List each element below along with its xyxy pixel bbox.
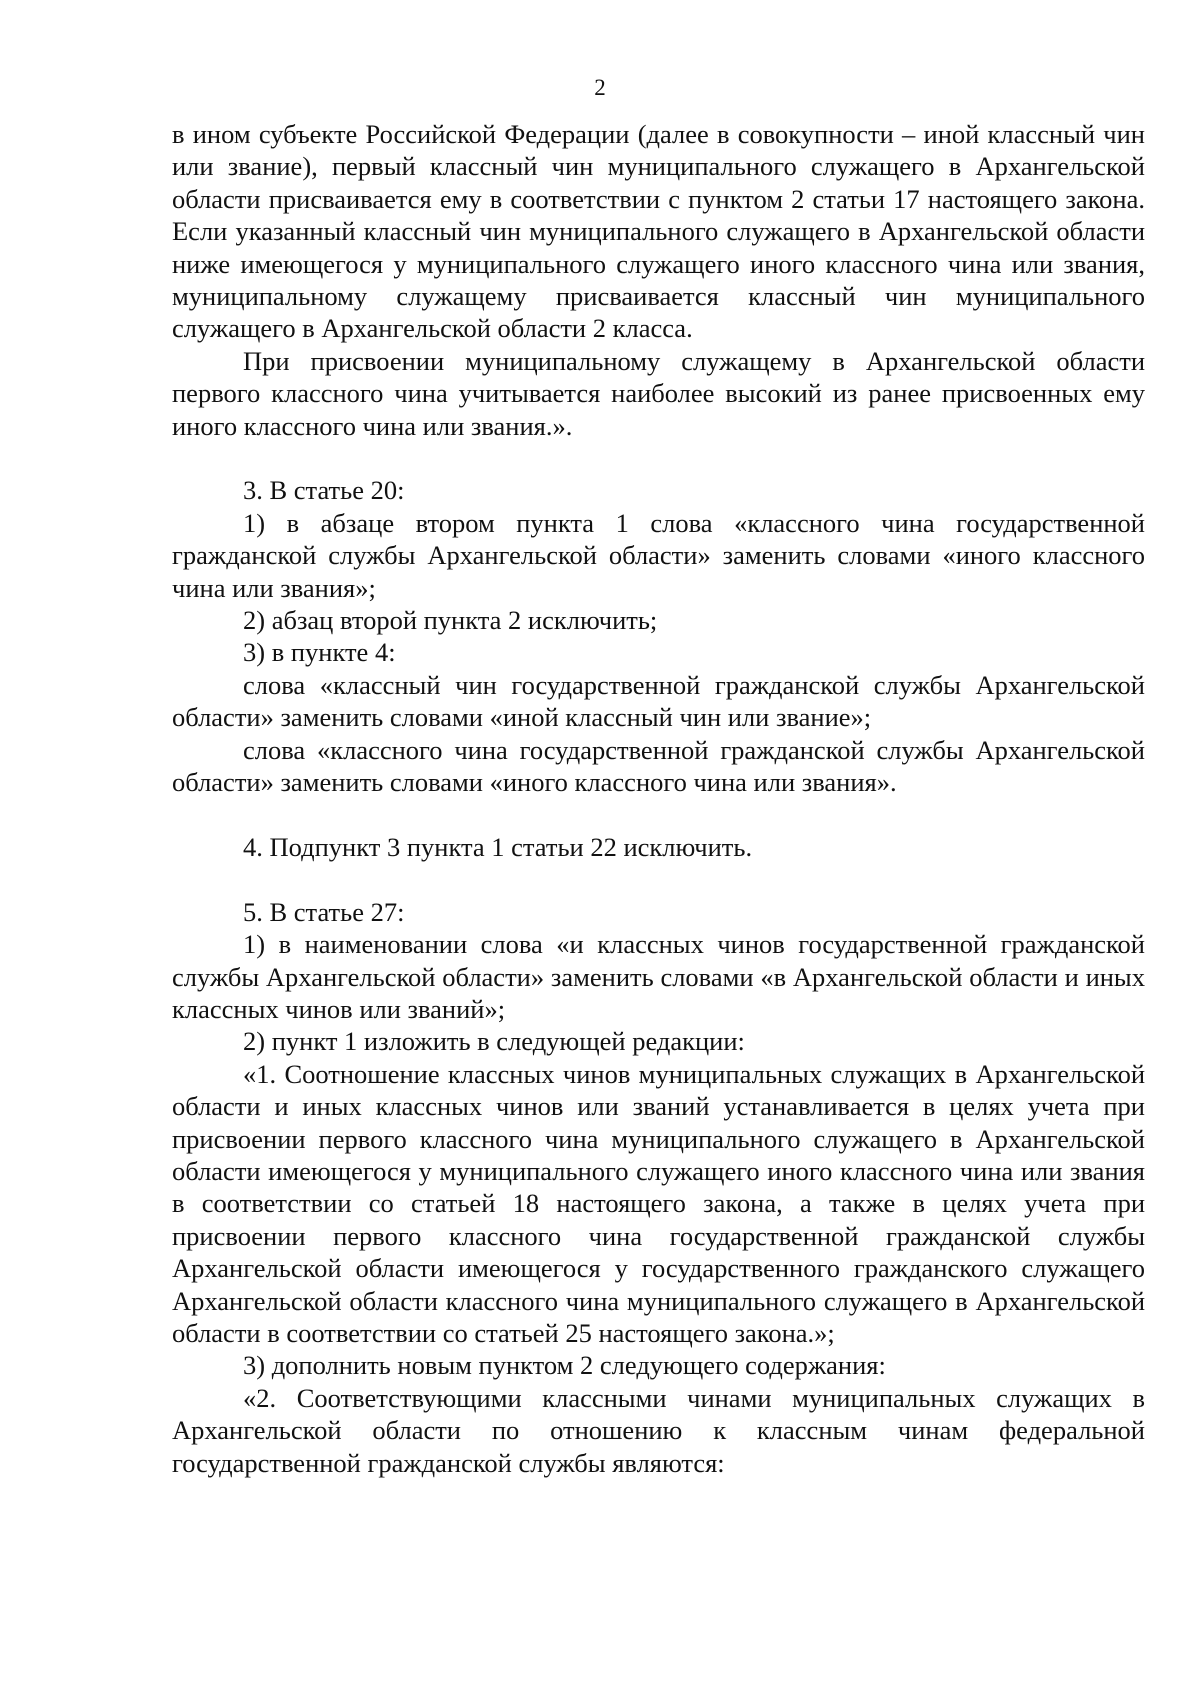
section-5-heading: 5. В статье 27: [243, 896, 405, 927]
section-3-item-2: 2) абзац второй пункта 2 исключить; [243, 605, 658, 636]
section-5-item-2-text: «1. Соотношение классных чинов муниципальных служащих в Архангельской области и иных классных чинов или званий устанавливается в целях учета при присвоении первого классного чина муниципального служащего в Архангельской области имеющегося у муниципального служащего иного классного чина или звания в соответствии со статьей 18 настоящего закона, а также в целях учета при присвоении первого классного чина государственной гражданской службы Архангельской области имеющегося у государственного гражданского служащего Архангельской области классного чина муниципального служащего в Архангельской области в соответствии со статьей 25 настоящего закона.»; [172, 1058, 1145, 1348]
section-3-item-1: 1) в абзаце втором пункта 1 слова «классного чина государственной гражданской службы Архангельской области» заменить словами «иного классного чина или звания»; [172, 507, 1145, 603]
section-3-item-3-words-a: слова «классный чин государственной гражданской службы Архангельской области» заменить словами «иной классный чин или звание»; [172, 669, 1145, 733]
section-4: 4. Подпункт 3 пункта 1 статьи 22 исключить. [243, 831, 753, 862]
paragraph-gap [172, 442, 1145, 474]
paragraph-gap [172, 863, 1145, 895]
section-3-item-3: 3) в пункте 4: [243, 637, 396, 668]
section-3-item-3-words-b: слова «классного чина государственной гражданской службы Архангельской области» заменить словами «иного классного чина или звания». [172, 734, 1145, 798]
section-5-item-3-text: «2. Соответствующими классными чинами муниципальных служащих в Архангельской области по отношению к классным чинам федеральной государственной гражданской службы являются: [172, 1382, 1145, 1478]
paragraph-first-class-rank-rule: При присвоении муниципальному служащему в Архангельской области первого классного чина учитывается наиболее высокий из ранее присвоенных ему иного классного чина или звания.». [172, 345, 1145, 441]
page-number: 2 [594, 75, 606, 100]
paragraph-gap [172, 799, 1145, 831]
section-3-heading: 3. В статье 20: [243, 475, 405, 506]
document-body [172, 118, 1145, 1479]
section-5-item-1: 1) в наименовании слова «и классных чинов государственной гражданской службы Архангельской области» заменить словами «в Архангельской области и иных классных чинов или званий»; [172, 929, 1145, 1024]
paragraph-continuation-article-18: в ином субъекте Российской Федерации (далее в совокупности – иной классный чин или звание), первый классный чин муниципального служащего в Архангельской области присваивается ему в соответствии с пунктом 2 статьи 17 настоящего закона. Если указанный классный чин муниципального служащего в Архангельской области ниже имеющегося у муниципального служащего иного классного чина или звания, муниципальному служащему присваивается классный чин муниципального служащего в Архангельской области 2 класса. [172, 119, 1145, 344]
section-5-item-2: 2) пункт 1 изложить в следующей редакции: [243, 1026, 745, 1057]
section-5-item-3: 3) дополнить новым пунктом 2 следующего содержания: [243, 1350, 886, 1381]
